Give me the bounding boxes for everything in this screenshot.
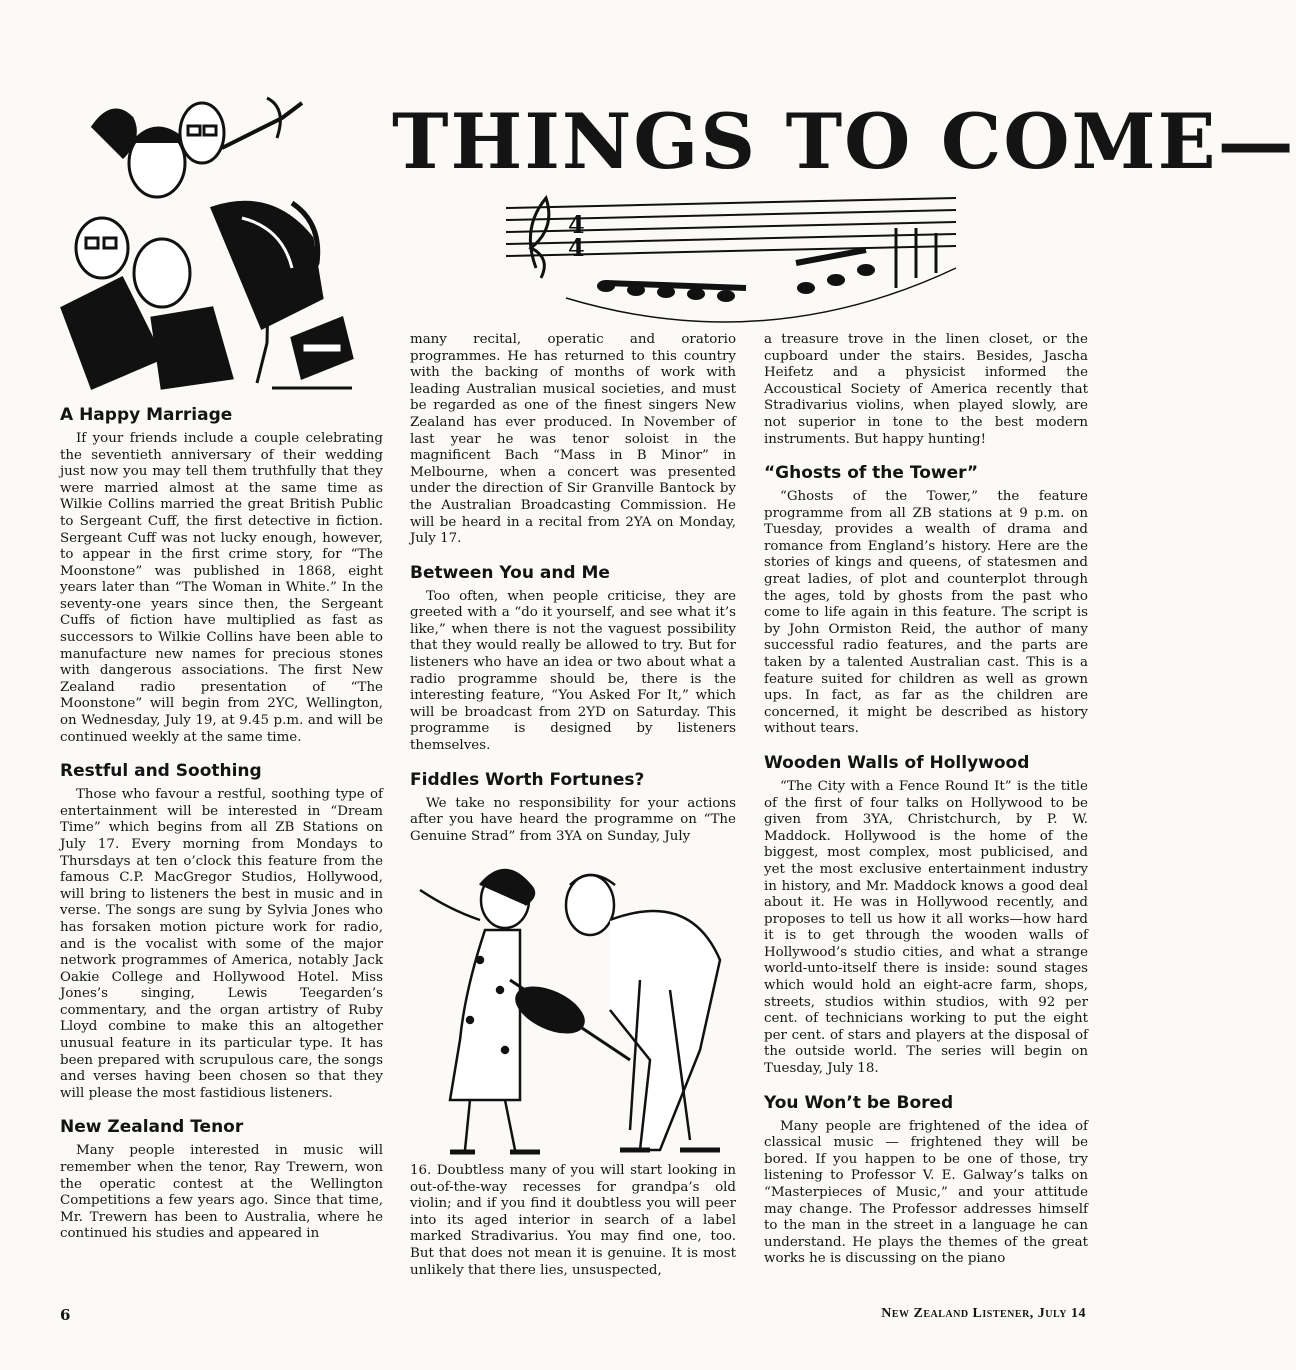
section-heading: A Happy Marriage — [60, 405, 233, 425]
section-body: “The City with a Fence Round It” is the title of the first of four talks on Hollywood to be given from 3YA, Christchurch, by P. W. Maddock. Hollywood is the home of the biggest, most complex, most publicised, and yet the most exclusive entertainment industry in history, and Mr. Maddock knows a good deal about it. He was in Hollywood recently, and proposes to tell us how it all works—how hard it is to get through the wooden walls of Hollywood’s studio cities, and what a strange world-unto-itself there is inside: sound stages which would hold an eight-acre farm, shops, streets, studios within studios, with 92 per cent. of technicians working to put the eight per cent. of stars and players at the disposal of the outside world. The series will begin on Tuesday, July 18. — [764, 778, 1088, 1077]
section-body: Those who favour a restful, soothing type of entertainment will be interested in “Dream Time” which begins from all ZB Stations on July 17. Every morning from Mondays to Thursdays at ten o’clock this feature from the famous C.P. MacGregor Studios, Hollywood, will bring to listeners the best in music and in verse. The songs are sung by Sylvia Jones who has forsaken motion picture work for radio, and is the vocalist with some of the major network programmes of America, notably Jack Oakie College and Hollywood Hotel. Miss Jones’s singing, Lewis Teegarden’s commentary, and the organ artistry of Ruby Lloyd combine to make this an altogether unusual feature in its particular type. It has been prepared with scrupulous care, the songs and verses having been chosen so that they will please the most fastidious listeners. — [60, 787, 383, 1101]
svg-text:4: 4 — [568, 233, 585, 262]
footer-publication: New Zealand Listener, July 14 — [881, 1306, 1086, 1321]
column-middle-bottom — [410, 1163, 736, 1279]
page-title: THINGS TO COME— — [392, 97, 1296, 186]
section-body: “Ghosts of the Tower,” the feature programme from all ZB stations at 9 p.m. on Tuesday, provides a wealth of drama and romance from England’s history. Here are the stories of kings and queens, of statesmen and great ladies, of plot and counterplot through the ages, told by ghosts from the past who come to life again in this feature. The script is by John Ormiston Reid, the author of many successful radio features, and the parts are taken by a talented Australian cast. This is a feature suited for children as well as grown ups. In fact, as far as the children are concerned, it might be described as history without tears. — [764, 489, 1088, 737]
column-left — [60, 404, 383, 1243]
section-heading: New Zealand Tenor — [60, 1117, 244, 1138]
section-body-continued: a treasure trove in the linen closet, or the cupboard under the stairs. Besides, Jascha Heifetz and a physicist informed the Accoustical Society of America recently that Stradivarius violins, when played slowly, are not superior in tone to the best modern instruments. But happy hunting! — [764, 332, 1088, 447]
violin-inspection-illustration — [410, 860, 736, 1164]
section-heading: Fiddles Worth Fortunes? — [410, 769, 645, 790]
section-body: Many people interested in music will remember when the tenor, Ray Trewern, won the operatic contest at the Wellington Competitions a few years ago. Since that time, Mr. Trewern has been to Australia, where he continued his studies and appeared in — [60, 1143, 383, 1242]
section-body: Too often, when people criticise, they are greeted with a “do it yourself, and see what it’s like,” when there is not the vaguest possibility that they would really be allowed to try. But for listeners who have an idea or two about what a radio programme should be, there is the interesting feature, “You Asked For It,” which will be broadcast from 2YD on Saturday. This programme is designed by listeners themselves. — [410, 588, 736, 753]
column-middle — [410, 332, 736, 845]
section-body-continued: 16. Doubtless many of you will start looking in out-of-the-way recesses for grandpa’s old violin; and if you find it doubtless you will peer into its aged interior in search of a label marked Stradivarius. You may find one, too. But that does not mean it is genuine. It is most unlikely that there lies, unsuspected, — [410, 1163, 736, 1278]
section-body: We take no responsibility for your actions after you have heard the programme on “The Genuine Strad” from 3YA on Sunday, July — [410, 795, 736, 844]
section-heading: Restful and Soothing — [60, 761, 262, 782]
band-illustration — [62, 88, 358, 398]
section-heading: Wooden Walls of Hollywood — [764, 753, 1030, 773]
column-right — [764, 332, 1088, 1268]
section-body: Many people are frightened of the idea of classical music — frightened they will be bored. If you happen to be one of those, try listening to Professor V. E. Galway’s talks on “Masterpieces of Music,” and your attitude may change. The Professor addresses himself to the man in the street in a language he can understand. He plays the themes of the great works he is discussing on the piano — [764, 1118, 1088, 1267]
section-body-continued: many recital, operatic and oratorio programmes. He has returned to this country with the backing of months of work with leading Australian musical societies, and must be regarded as one of the finest singers New Zealand has ever produced. In November of last year he was tenor soloist in the magnificent Bach “Mass in B Minor” in Melbourne, when a concert was presented under the direction of Sir Granville Bantock by the Australian Broadcasting Commission. He will be heard in a recital from 2YA on Monday, July 17. — [410, 332, 736, 547]
section-heading: Between You and Me — [410, 562, 610, 583]
music-staff-illustration — [506, 188, 956, 338]
svg-text:4: 4 — [568, 210, 585, 239]
section-heading: “Ghosts of the Tower” — [764, 463, 978, 484]
section-heading: You Won’t be Bored — [764, 1092, 954, 1113]
page-number: 6 — [60, 1306, 71, 1324]
section-body: If your friends include a couple celebrating the seventieth anniversary of their wedding just now you may tell them truthfully that they were married almost at the same time as Wilkie Collins married the great British Public to Sergeant Cuff, the first detective in fiction. Sergeant Cuff was not lucky enough, however, to appear in the first crime story, for “The Moonstone” was published in 1868, eight years later than “The Woman in White.” In the seventy-one years since then, the Sergeant Cuffs of fiction have multiplied as fast as successors to Wilkie Collins have been able to manufacture new names for precious stones with dangerous associations. The first New Zealand radio presentation of “The Moonstone” will begin from 2YC, Wellington, on Wednesday, July 19, at 9.45 p.m. and will be continued weekly at the same time. — [60, 430, 383, 745]
